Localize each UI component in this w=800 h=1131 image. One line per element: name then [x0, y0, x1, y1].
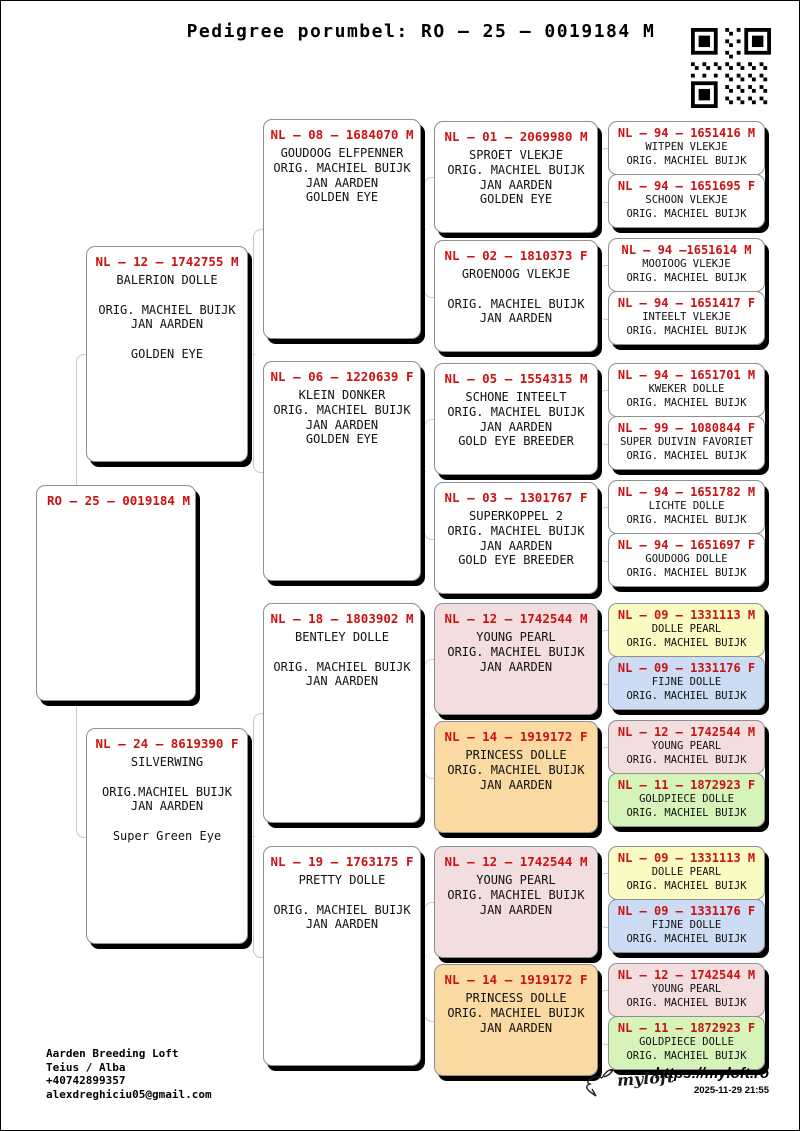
pedigree-node-pair: [608, 963, 765, 1070]
pigeon-info-line: GOUDOOG DOLLE: [645, 553, 728, 565]
pigeon-info-line: ORIG. MACHIEL BUIJK: [626, 996, 747, 1009]
pigeon-info-line: YOUNG PEARL: [476, 630, 556, 644]
pigeon-info-line: ORIG. MACHIEL BUIJK: [626, 449, 747, 462]
ring-number: NL – 94 – 1651782 M: [617, 485, 756, 499]
ring-number: NL – 14 – 1919172 F: [444, 972, 588, 987]
ring-number: NL – 24 – 8619390 F: [95, 736, 239, 751]
pigeon-info-line: LICHTE DOLLE: [648, 500, 725, 512]
connector-stub: [248, 836, 255, 837]
generated-timestamp: 2025-11-29 21:55: [693, 1085, 769, 1096]
pigeon-info-line: ORIG. MACHIEL BUIJK: [273, 160, 411, 175]
pigeon-info-line: ORIG. MACHIEL BUIJK: [273, 659, 411, 674]
loft-location: Teius / Alba: [46, 1060, 126, 1074]
pedigree-node[interactable]: [608, 1016, 765, 1070]
loft-email: alexdreghiciu05@gmail.com: [46, 1087, 212, 1101]
pigeon-info-line: ORIG. MACHIEL BUIJK: [273, 902, 411, 917]
pedigree-node-pair: [608, 480, 765, 587]
pigeon-info-line: FIJNE DOLLE: [651, 676, 722, 688]
pigeon-info-line: ORIG. MACHIEL BUIJK: [447, 296, 585, 311]
pedigree-node[interactable]: [608, 603, 765, 657]
pigeon-info-line: JAN AARDEN: [305, 674, 379, 689]
page-title: Pedigree porumbel: RO – 25 – 0019184 M: [186, 21, 656, 42]
pedigree-node[interactable]: [608, 899, 765, 953]
pedigree-node-pair: [608, 238, 765, 345]
pedigree-node-pair: [608, 720, 765, 827]
connector-stub: [421, 713, 426, 714]
pigeon-info-line: GOLDEN EYE: [130, 346, 204, 361]
pigeon-info-line: SILVERWING: [130, 755, 204, 769]
ring-number: NL – 08 – 1684070 M: [270, 127, 414, 142]
pedigree-node[interactable]: [608, 846, 765, 900]
pigeon-info-line: JAN AARDEN: [305, 175, 379, 190]
branding: [583, 1063, 769, 1111]
pigeon-info-line: WITPEN VLEKJE: [645, 141, 728, 153]
ring-number: NL – 94 – 1651695 F: [617, 179, 756, 193]
pedigree-node[interactable]: [608, 720, 765, 774]
pigeon-info-line: GOLDEN EYE: [305, 432, 379, 447]
pedigree-node[interactable]: [263, 361, 421, 581]
pigeon-info-line: YOUNG PEARL: [476, 873, 556, 887]
pigeon-info-line: [87, 332, 247, 347]
loft-name: Aarden Breeding Loft: [46, 1047, 179, 1060]
bird-logo-icon: [583, 1065, 615, 1099]
pigeon-info-line: ORIG. MACHIEL BUIJK: [626, 636, 747, 649]
pigeon-info-line: BENTLEY DOLLE: [295, 630, 389, 644]
pigeon-info-line: ORIG. MACHIEL BUIJK: [98, 302, 236, 317]
pedigree-node[interactable]: [434, 721, 598, 833]
ring-number: NL – 01 – 2069980 M: [444, 129, 588, 144]
pedigree-node-pair: [608, 846, 765, 953]
pigeon-info-line: JAN AARDEN: [479, 777, 553, 792]
pigeon-info-line: JAN AARDEN: [130, 317, 204, 332]
ring-number: NL – 12 – 1742544 M: [617, 968, 756, 982]
pigeon-info-line: DOLLE PEARL: [651, 623, 722, 635]
pigeon-info-line: GOLDPIECE DOLLE: [639, 793, 734, 805]
pigeon-info-line: ORIG. MACHIEL BUIJK: [626, 689, 747, 702]
pedigree-node[interactable]: [86, 246, 248, 462]
pigeon-info-line: ORIG. MACHIEL BUIJK: [626, 324, 747, 337]
pigeon-info-line: ORIG. MACHIEL BUIJK: [626, 154, 747, 167]
connector-stub: [421, 956, 426, 957]
pigeon-info-line: ORIG. MACHIEL BUIJK: [447, 523, 585, 538]
pigeon-info-line: ORIG. MACHIEL BUIJK: [626, 753, 747, 766]
ring-number: NL – 94 –1651614 M: [621, 243, 752, 257]
pigeon-info-line: [87, 770, 247, 785]
pedigree-node[interactable]: [36, 485, 196, 701]
pedigree-node[interactable]: [608, 963, 765, 1017]
pigeon-info-line: GOLD EYE BREEDER: [458, 553, 574, 568]
pedigree-node[interactable]: [608, 291, 765, 345]
pigeon-info-line: GOLDEN EYE: [479, 192, 553, 207]
ring-number: NL – 12 – 1742755 M: [95, 254, 239, 269]
pedigree-node[interactable]: [434, 964, 598, 1076]
pedigree-node[interactable]: [608, 480, 765, 534]
breeder-contact: [46, 1047, 212, 1101]
pigeon-info-line: JAN AARDEN: [479, 177, 553, 192]
pigeon-info-line: ORIG. MACHIEL BUIJK: [626, 879, 747, 892]
pigeon-info-line: ORIG. MACHIEL BUIJK: [447, 762, 585, 777]
pigeon-info-line: ORIG. MACHIEL BUIJK: [626, 271, 747, 284]
pigeon-info-line: [435, 282, 597, 297]
pigeon-info-line: INTEELT VLEKJE: [642, 311, 731, 323]
ring-number: NL – 94 – 1651701 M: [617, 368, 756, 382]
pedigree-node[interactable]: [608, 773, 765, 827]
connector-stub: [248, 354, 255, 355]
pigeon-info-line: ORIG. MACHIEL BUIJK: [626, 566, 747, 579]
pedigree-node-pair: [608, 121, 765, 228]
ring-number: NL – 94 – 1651417 F: [617, 296, 756, 310]
pedigree-node[interactable]: [608, 121, 765, 175]
connector-stub: [421, 471, 426, 472]
ring-number: NL – 12 – 1742544 M: [617, 725, 756, 739]
pigeon-info-line: [87, 288, 247, 303]
website-link[interactable]: https://myloft.ro: [654, 1065, 769, 1082]
ring-number: NL – 03 – 1301767 F: [444, 490, 588, 505]
ring-number: NL – 94 – 1651416 M: [617, 126, 756, 140]
ring-number: NL – 12 – 1742544 M: [444, 611, 588, 626]
pigeon-info-line: ORIG. MACHIEL BUIJK: [626, 396, 747, 409]
ring-number: NL – 05 – 1554315 M: [444, 371, 588, 386]
pedigree-node[interactable]: [434, 121, 598, 233]
ring-number: NL – 02 – 1810373 F: [444, 248, 588, 263]
pigeon-info-line: SCHOON VLEKJE: [645, 194, 728, 206]
ring-number: NL – 06 – 1220639 F: [270, 369, 414, 384]
pigeon-info-line: ORIG. MACHIEL BUIJK: [447, 644, 585, 659]
pigeon-info-line: PRINCESS DOLLE: [465, 991, 567, 1005]
pigeon-info-line: JAN AARDEN: [479, 311, 553, 326]
pigeon-info-line: YOUNG PEARL: [651, 983, 722, 995]
pigeon-info-line: MOOIOOG VLEKJE: [642, 258, 731, 270]
pigeon-info-line: JAN AARDEN: [479, 1020, 553, 1035]
pigeon-info-line: ORIG.MACHIEL BUIJK: [101, 784, 233, 799]
pigeon-info-line: ORIG. MACHIEL BUIJK: [626, 207, 747, 220]
ring-number: NL – 94 – 1651697 F: [617, 538, 756, 552]
pigeon-info-line: SCHONE INTEELT: [465, 390, 567, 404]
connector-stub: [421, 229, 426, 230]
pigeon-info-line: JAN AARDEN: [479, 538, 553, 553]
pigeon-info-line: SPROET VLEKJE: [469, 148, 563, 162]
pigeon-info-line: ORIG. MACHIEL BUIJK: [447, 1005, 585, 1020]
pigeon-info-line: PRETTY DOLLE: [298, 873, 386, 887]
ring-number: NL – 09 – 1331113 M: [617, 851, 756, 865]
pigeon-info-line: [264, 888, 420, 903]
pigeon-info-line: ORIG. MACHIEL BUIJK: [626, 932, 747, 945]
pigeon-info-line: [264, 645, 420, 660]
pigeon-info-line: [87, 814, 247, 829]
qr-code: [689, 28, 773, 108]
pigeon-info-line: JAN AARDEN: [305, 417, 379, 432]
pedigree-node[interactable]: [608, 238, 765, 292]
pigeon-info-line: JAN AARDEN: [479, 902, 553, 917]
pigeon-info-line: ORIG. MACHIEL BUIJK: [626, 806, 747, 819]
pedigree-node[interactable]: [434, 482, 598, 594]
pedigree-node[interactable]: [608, 416, 765, 470]
ring-number: NL – 19 – 1763175 F: [270, 854, 414, 869]
pigeon-info-line: GROENOOG VLEKJE: [461, 267, 571, 281]
pigeon-info-line: KLEIN DONKER: [298, 388, 386, 402]
pedigree-node[interactable]: [608, 533, 765, 587]
ring-number: NL – 18 – 1803902 M: [270, 611, 414, 626]
pigeon-info-line: JAN AARDEN: [479, 659, 553, 674]
ring-number: NL – 14 – 1919172 F: [444, 729, 588, 744]
pigeon-info-line: ORIG. MACHIEL BUIJK: [626, 1049, 747, 1062]
pedigree-node[interactable]: [434, 846, 598, 958]
ring-number: NL – 12 – 1742544 M: [444, 854, 588, 869]
pigeon-info-line: DOLLE PEARL: [651, 866, 722, 878]
pedigree-node[interactable]: [608, 656, 765, 710]
loft-phone: +40742899357: [46, 1074, 126, 1087]
pedigree-node-pair: [608, 363, 765, 470]
pigeon-info-line: GOUDOOG ELFPENNER: [280, 146, 404, 160]
pigeon-info-line: JAN AARDEN: [479, 419, 553, 434]
pedigree-node[interactable]: [263, 119, 421, 339]
pigeon-info-line: GOLD EYE BREEDER: [458, 434, 574, 449]
ring-number: NL – 09 – 1331176 F: [617, 661, 756, 675]
ring-number: NL – 09 – 1331176 F: [617, 904, 756, 918]
pigeon-info-line: GOLDPIECE DOLLE: [639, 1036, 734, 1048]
pedigree-node[interactable]: [86, 728, 248, 944]
pigeon-info-line: ORIG. MACHIEL BUIJK: [447, 404, 585, 419]
pigeon-info-line: Super Green Eye: [112, 828, 222, 843]
pigeon-info-line: ORIG. MACHIEL BUIJK: [447, 162, 585, 177]
pigeon-info-line: ORIG. MACHIEL BUIJK: [626, 513, 747, 526]
pedigree-node[interactable]: [608, 174, 765, 228]
pigeon-info-line: ORIG. MACHIEL BUIJK: [447, 887, 585, 902]
pigeon-info-line: ORIG. MACHIEL BUIJK: [273, 402, 411, 417]
pigeon-info-line: JAN AARDEN: [130, 799, 204, 814]
ring-number: NL – 11 – 1872923 F: [617, 778, 756, 792]
ring-number: NL – 99 – 1080844 F: [617, 421, 756, 435]
brand-name: myloft: [616, 1067, 675, 1090]
pigeon-info-line: SUPERKOPPEL 2: [469, 509, 563, 523]
pigeon-info-line: KWEKER DOLLE: [648, 383, 725, 395]
ring-number: RO – 25 – 0019184 M: [47, 493, 190, 508]
pigeon-info-line: YOUNG PEARL: [651, 740, 722, 752]
pedigree-node-pair: [608, 603, 765, 710]
ring-number: NL – 09 – 1331113 M: [617, 608, 756, 622]
pigeon-info-line: SUPER DUIVIN FAVORIET: [620, 436, 753, 448]
pedigree-node[interactable]: [263, 603, 421, 823]
pedigree-node[interactable]: [434, 603, 598, 715]
ring-number: NL – 11 – 1872923 F: [617, 1021, 756, 1035]
pigeon-info-line: BALERION DOLLE: [116, 273, 218, 287]
pedigree-node[interactable]: [608, 363, 765, 417]
pigeon-info-line: PRINCESS DOLLE: [465, 748, 567, 762]
pedigree-node[interactable]: [263, 846, 421, 1066]
pedigree-node[interactable]: [434, 363, 598, 475]
pedigree-node[interactable]: [434, 240, 598, 352]
pigeon-info-line: FIJNE DOLLE: [651, 919, 722, 931]
pigeon-info-line: JAN AARDEN: [305, 917, 379, 932]
pigeon-info-line: GOLDEN EYE: [305, 190, 379, 205]
